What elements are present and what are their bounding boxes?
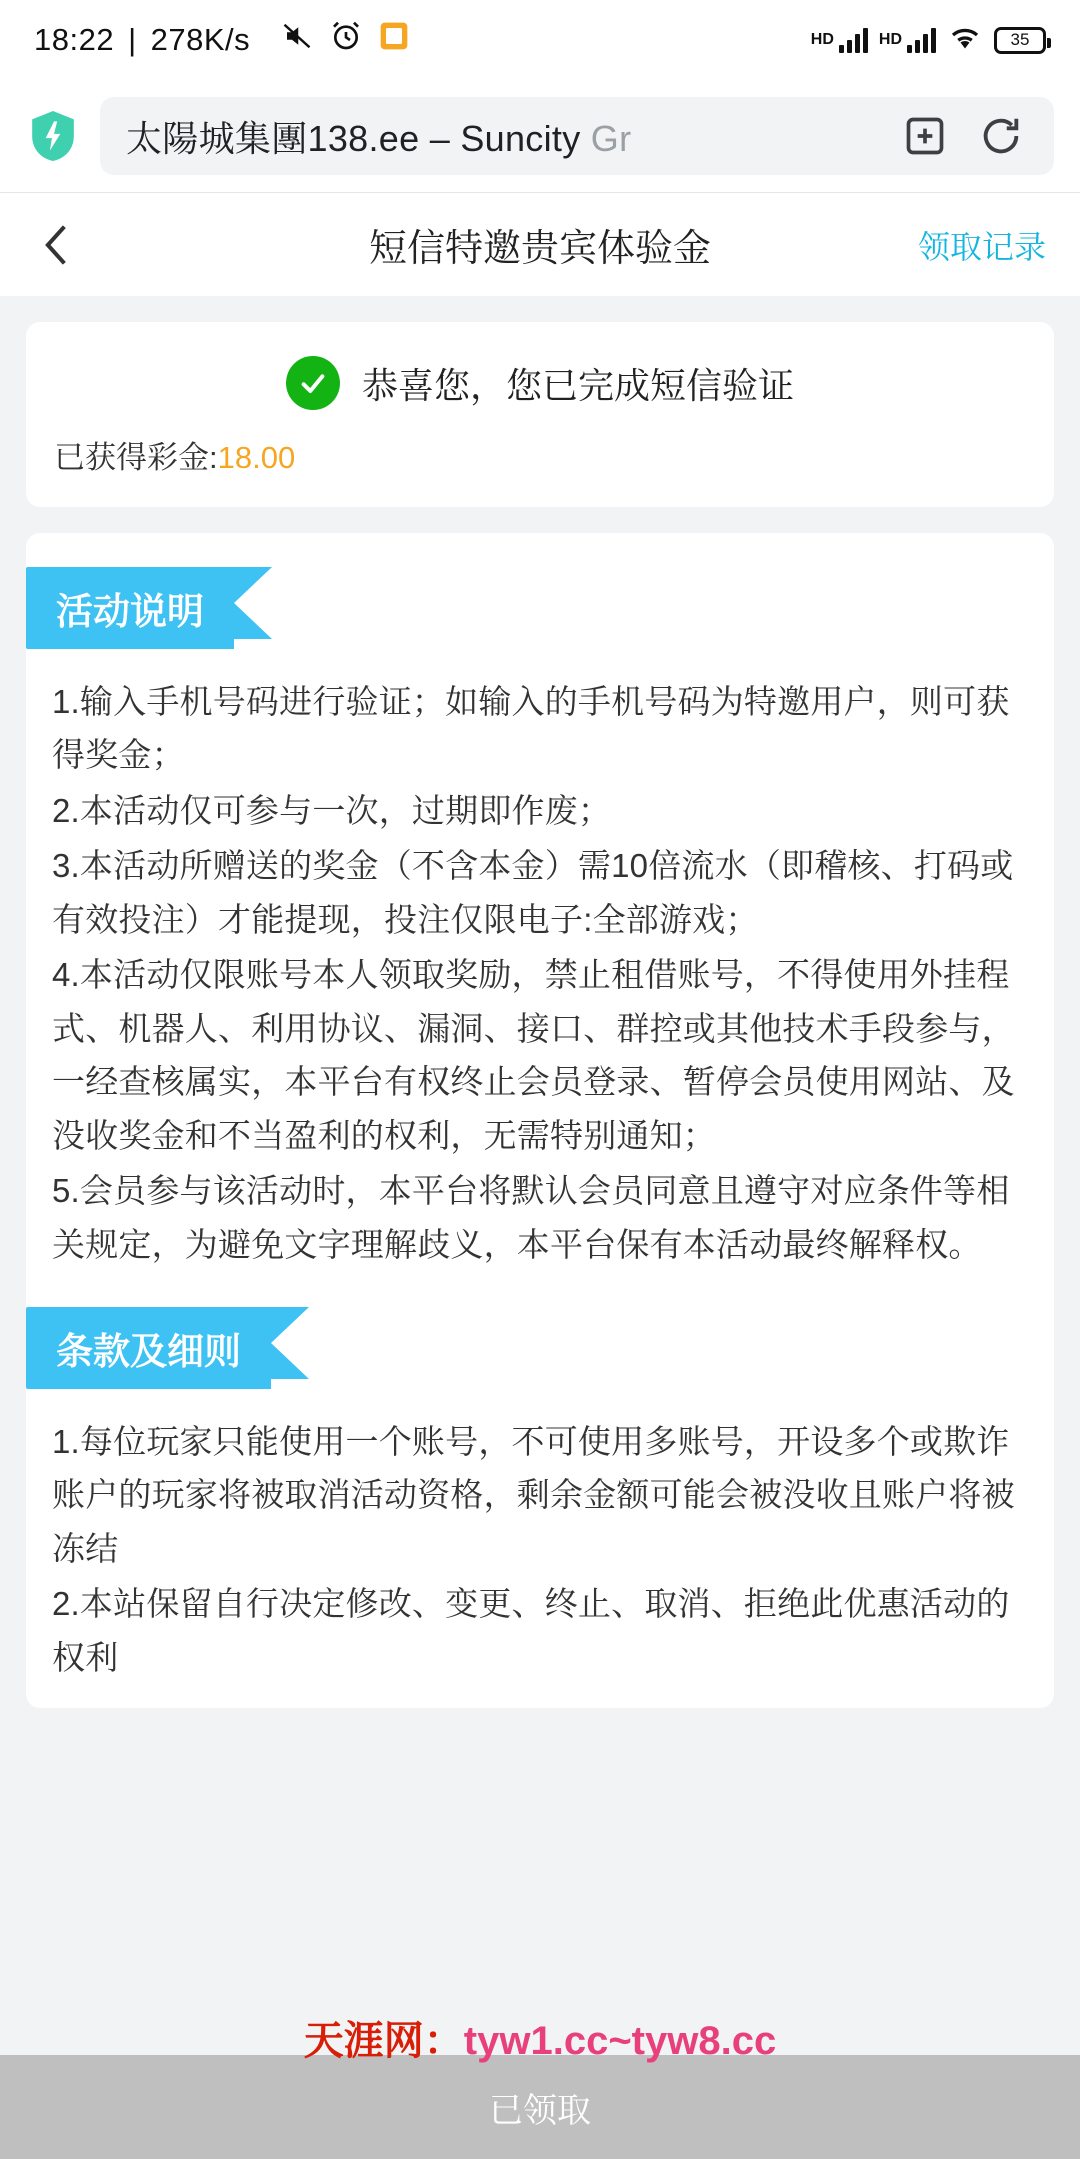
signal-icon [907,27,936,53]
rule-paragraph: 1.输入手机号码进行验证；如输入的手机号码为特邀用户，则可获得奖金； [52,683,1010,774]
back-chevron-icon[interactable] [34,222,80,268]
rule-paragraph: 3.本活动所赠送的奖金（不含本金）需10倍流水（即稽核、打码或有效投注）才能提现，投注仅限电子:全部游戏； [52,847,1014,938]
status-time: 18:22 [34,22,115,57]
mute-icon [280,21,314,59]
network-speed: 278K/s [150,22,251,57]
address-bar[interactable] [100,97,1054,175]
shield-icon[interactable] [26,107,80,165]
battery-level: 35 [1010,30,1030,49]
hd-badge-1: HD [810,31,834,48]
rule-paragraph: 2.本活动仅可参与一次，过期即作废； [52,791,612,829]
section-tag-activity-rules: 活动说明 [26,567,234,649]
claimed-button-label: 已领取 [489,2091,591,2130]
alarm-icon [330,20,362,60]
browser-toolbar [0,80,1080,192]
page-content [0,296,1080,2055]
rule-paragraph: 5.会员参与该活动时，本平台将默认会员同意且遵守对应条件等相关规定，为避免文字理解歧义，本平台保有本活动最终解释权。 [52,1172,1010,1263]
status-right-group [811,24,1046,57]
bonus-line [54,432,1026,477]
bottom-action-bar[interactable] [0,2019,1080,2159]
bonus-amount: 18.00 [217,440,296,475]
page-title: 短信特邀贵宾体验金 [368,228,711,270]
wifi-icon [947,24,983,57]
watermark-prefix: 天涯网： [303,2019,464,2063]
url-text: 太陽城集團138.ee – Suncity Gr [126,117,632,159]
section-tag-terms: 条款及细则 [26,1307,271,1389]
result-message: 恭喜您，您已完成短信验证 [361,364,794,406]
hd-badge-2: HD [878,31,902,48]
add-page-icon[interactable] [898,109,952,163]
rules-card [26,533,1054,1708]
signal-icon [839,27,868,53]
bonus-label: 已获得彩金: [54,440,218,475]
verification-result-card [26,322,1054,507]
terms-paragraph: 2.本站保留自行决定修改、变更、终止、取消、拒绝此优惠活动的权利 [52,1585,1010,1676]
status-icons-left [280,20,410,60]
rule-paragraph: 4.本活动仅限账号本人领取奖励，禁止租借账号，不得使用外挂程式、机器人、利用协议、漏洞、接口、群控或其他技术手段参与，一经查核属实，本平台有权终止会员登录、暂停会员使用网站、及没收奖金和不当盈利的权利，无需特别通知； [52,956,1015,1154]
note-icon [378,20,410,60]
page-header [0,192,1080,296]
terms-paragraph: 1.每位玩家只能使用一个账号，不可使用多账号，开设多个或欺诈账户的玩家将被取消活动资格，剩余金额可能会被没收且账户将被冻结 [52,1422,1015,1567]
success-check-icon [286,356,340,410]
watermark-url: tyw1.cc~tyw8.cc [463,2019,777,2063]
battery-icon [994,27,1046,54]
status-bar [0,0,1080,80]
claim-record-link[interactable]: 领取记录 [917,228,1046,265]
result-row [54,356,1026,410]
reload-icon[interactable] [974,109,1028,163]
status-separator: | [128,22,137,57]
status-left-group [34,20,410,60]
